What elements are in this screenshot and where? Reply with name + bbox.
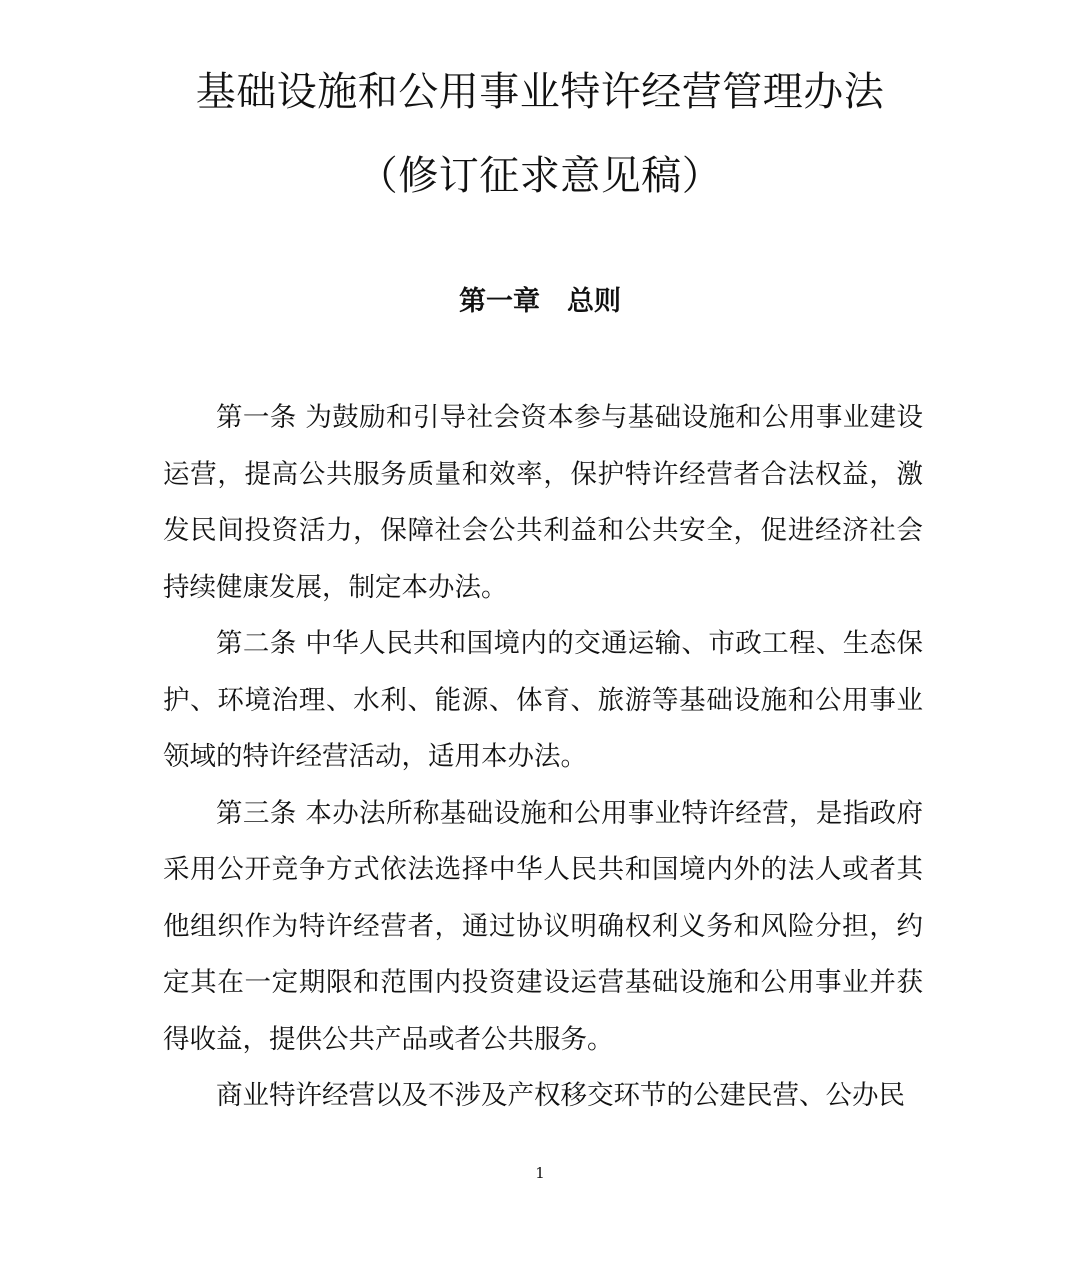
document-subtitle: （修订征求意见稿） <box>357 153 723 199</box>
document-title: 基础设施和公用事业特许经营管理办法 <box>195 69 885 115</box>
article-2-paragraph: 第二条 中华人民共和国境内的交通运输、市政工程、生态保护、环境治理、水利、能源、体育、旅游等基础设施和公用事业领域的特许经营活动，适用本办法。 <box>163 628 923 772</box>
article-3-continuation-paragraph: 商业特许经营以及不涉及产权移交环节的公建民营、公办民 <box>216 1080 905 1111</box>
document-body <box>163 390 923 1125</box>
chapter-heading: 第一章 总则 <box>459 286 621 317</box>
article-3-paragraph: 第三条 本办法所称基础设施和公用事业特许经营，是指政府采用公开竞争方式依法选择中华人民共和国境内外的法人或者其他组织作为特许经营者，通过协议明确权利义务和风险分担，约定其在一定期限和范围内投资建设运营基础设施和公用事业并获得收益，提供公共产品或者公共服务。 <box>163 797 923 1055</box>
page-number: 1 <box>535 1164 545 1182</box>
article-1-paragraph: 第一条 为鼓励和引导社会资本参与基础设施和公用事业建设运营，提高公共服务质量和效率，保护特许经营者合法权益，激发民间投资活力，保障社会公共利益和公共安全，促进经济社会持续健康发展，制定本办法。 <box>163 402 923 603</box>
